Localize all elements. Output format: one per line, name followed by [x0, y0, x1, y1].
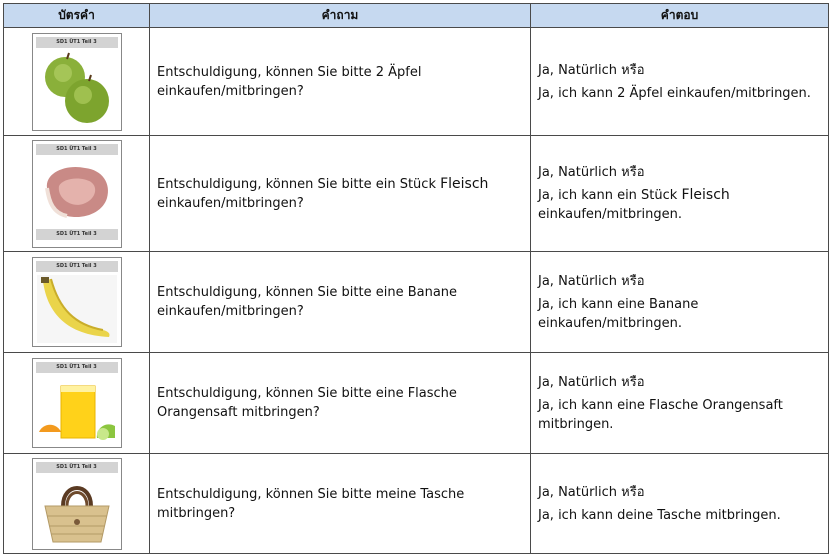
meat-image [37, 158, 117, 226]
answer-short: Ja, Natürlich หรือ [538, 374, 645, 390]
answer-short: Ja, Natürlich หรือ [538, 273, 645, 289]
question-line: Entschuldigung, können Sie bitte eine Banane [157, 285, 458, 300]
card-label: SD1 ÜT1 Teil 3 [36, 261, 118, 272]
answer-cell [531, 353, 829, 454]
table-row [4, 454, 829, 554]
answer-short: Ja, Natürlich หรือ [538, 484, 645, 500]
question-cell [150, 136, 531, 252]
picture-card-meat [32, 140, 122, 248]
answer-long: Ja, ich kann ein Stück Fleisch einkaufen/mitbringen. [538, 187, 730, 222]
vocab-table [3, 3, 829, 554]
picture-card-bag [32, 458, 122, 550]
answer-cell [531, 28, 829, 136]
card-label: SD1 ÜT1 Teil 3 [36, 462, 118, 473]
picture-card-orange-juice [32, 358, 122, 448]
picture-card-banana [32, 257, 122, 347]
card-label: SD1 ÜT1 Teil 3 [36, 144, 118, 155]
header-answer: คำตอบ [531, 4, 829, 28]
picture-card-apples [32, 33, 122, 131]
question-cell [150, 454, 531, 554]
answer-short: Ja, Natürlich หรือ [538, 62, 645, 78]
question-line: mitbringen? [157, 505, 236, 521]
answer-long: Ja, ich kann deine Tasche mitbringen. [538, 507, 781, 523]
question-line: einkaufen/mitbringen? [157, 304, 304, 319]
card-cell [4, 454, 150, 554]
question-line: einkaufen/mitbringen? [157, 83, 304, 99]
card-label: SD1 ÜT1 Teil 3 [36, 37, 118, 48]
question-line: Orangensaft mitbringen? [157, 405, 320, 420]
card-cell [4, 252, 150, 353]
answer-cell [531, 136, 829, 252]
orange-juice-image [37, 376, 117, 444]
question-line: einkaufen/mitbringen? [157, 195, 304, 211]
answer-short: Ja, Natürlich หรือ [538, 165, 645, 180]
question-line: Entschuldigung, können Sie bitte eine Flasche [157, 386, 457, 401]
table-row [4, 136, 829, 252]
card-label-bottom: SD1 ÜT1 Teil 3 [36, 229, 118, 240]
apples-image [37, 51, 117, 127]
answer-cell [531, 252, 829, 353]
header-row [4, 4, 829, 28]
question-line: Entschuldigung, können Sie bitte ein Stück Fleisch [157, 175, 489, 192]
question-cell [150, 28, 531, 136]
card-cell [4, 353, 150, 454]
answer-long: Ja, ich kann eine Banane einkaufen/mitbringen. [538, 296, 699, 331]
question-line: Entschuldigung, können Sie bitte 2 Äpfel [157, 64, 422, 80]
table-row [4, 252, 829, 353]
question-line: Entschuldigung, können Sie bitte meine Tasche [157, 486, 465, 502]
question-cell [150, 252, 531, 353]
header-card: บัตรคำ [4, 4, 150, 28]
answer-cell [531, 454, 829, 554]
card-cell [4, 136, 150, 252]
answer-long: Ja, ich kann eine Flasche Orangensaft mitbringen. [538, 397, 783, 432]
banana-image [37, 275, 117, 343]
bag-image [37, 476, 117, 546]
table-row [4, 28, 829, 136]
card-cell [4, 28, 150, 136]
header-question: คำถาม [150, 4, 531, 28]
table-row [4, 353, 829, 454]
question-cell [150, 353, 531, 454]
answer-long: Ja, ich kann 2 Äpfel einkaufen/mitbringen. [538, 85, 811, 101]
card-label: SD1 ÜT1 Teil 3 [36, 362, 118, 373]
